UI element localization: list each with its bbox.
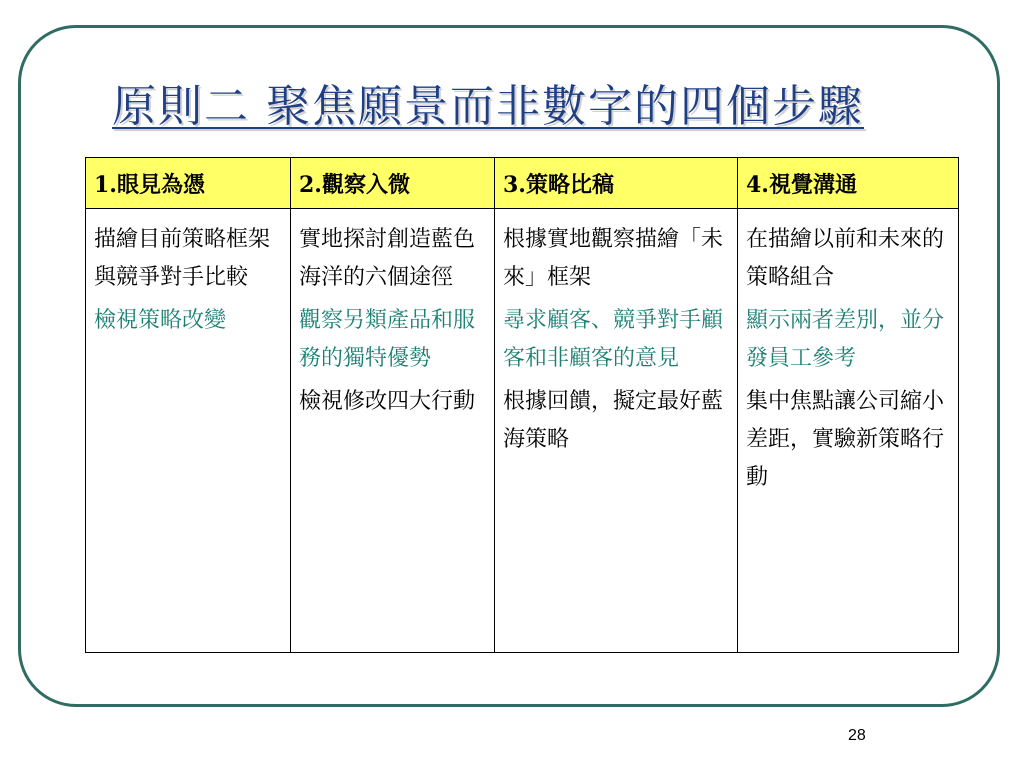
step-1-line-1: 描繪目前策略框架與競爭對手比較 — [94, 227, 271, 290]
header-step-2: 2.觀察入微 — [291, 158, 495, 209]
step-3-cell — [495, 209, 738, 653]
step-4-line-1: 在描繪以前和未來的策略組合 — [746, 227, 945, 290]
step-4-line-2: 顯示兩者差別，並分發員工參考 — [746, 308, 945, 371]
step-2-line-1: 實地探討創造藍色海洋的六個途徑 — [299, 227, 476, 290]
step-1-line-2: 檢視策略改變 — [94, 308, 227, 333]
step-2-line-3: 檢視修改四大行動 — [299, 389, 476, 414]
table-body-row — [86, 209, 959, 653]
header-step-3: 3.策略比稿 — [495, 158, 738, 209]
step-2-cell — [291, 209, 495, 653]
step-3-line-1: 根據實地觀察描繪「未來」框架 — [503, 227, 724, 290]
step-4-cell — [738, 209, 959, 653]
step-1-cell — [86, 209, 291, 653]
step-4-line-3: 集中焦點讓公司縮小差距，實驗新策略行動 — [746, 389, 945, 490]
steps-table — [85, 157, 959, 653]
step-2-line-2: 觀察另類產品和服務的獨特優勢 — [299, 308, 476, 371]
header-step-1: 1.眼見為憑 — [86, 158, 291, 209]
page-number: 28 — [848, 727, 866, 744]
step-3-line-3: 根據回饋，擬定最好藍海策略 — [503, 389, 724, 452]
table-header-row — [86, 158, 959, 209]
slide-title: 原則二 聚焦願景而非數字的四個步驟 — [112, 81, 864, 132]
step-3-line-2: 尋求顧客、競爭對手顧客和非顧客的意見 — [503, 308, 724, 371]
header-step-4: 4.視覺溝通 — [738, 158, 959, 209]
